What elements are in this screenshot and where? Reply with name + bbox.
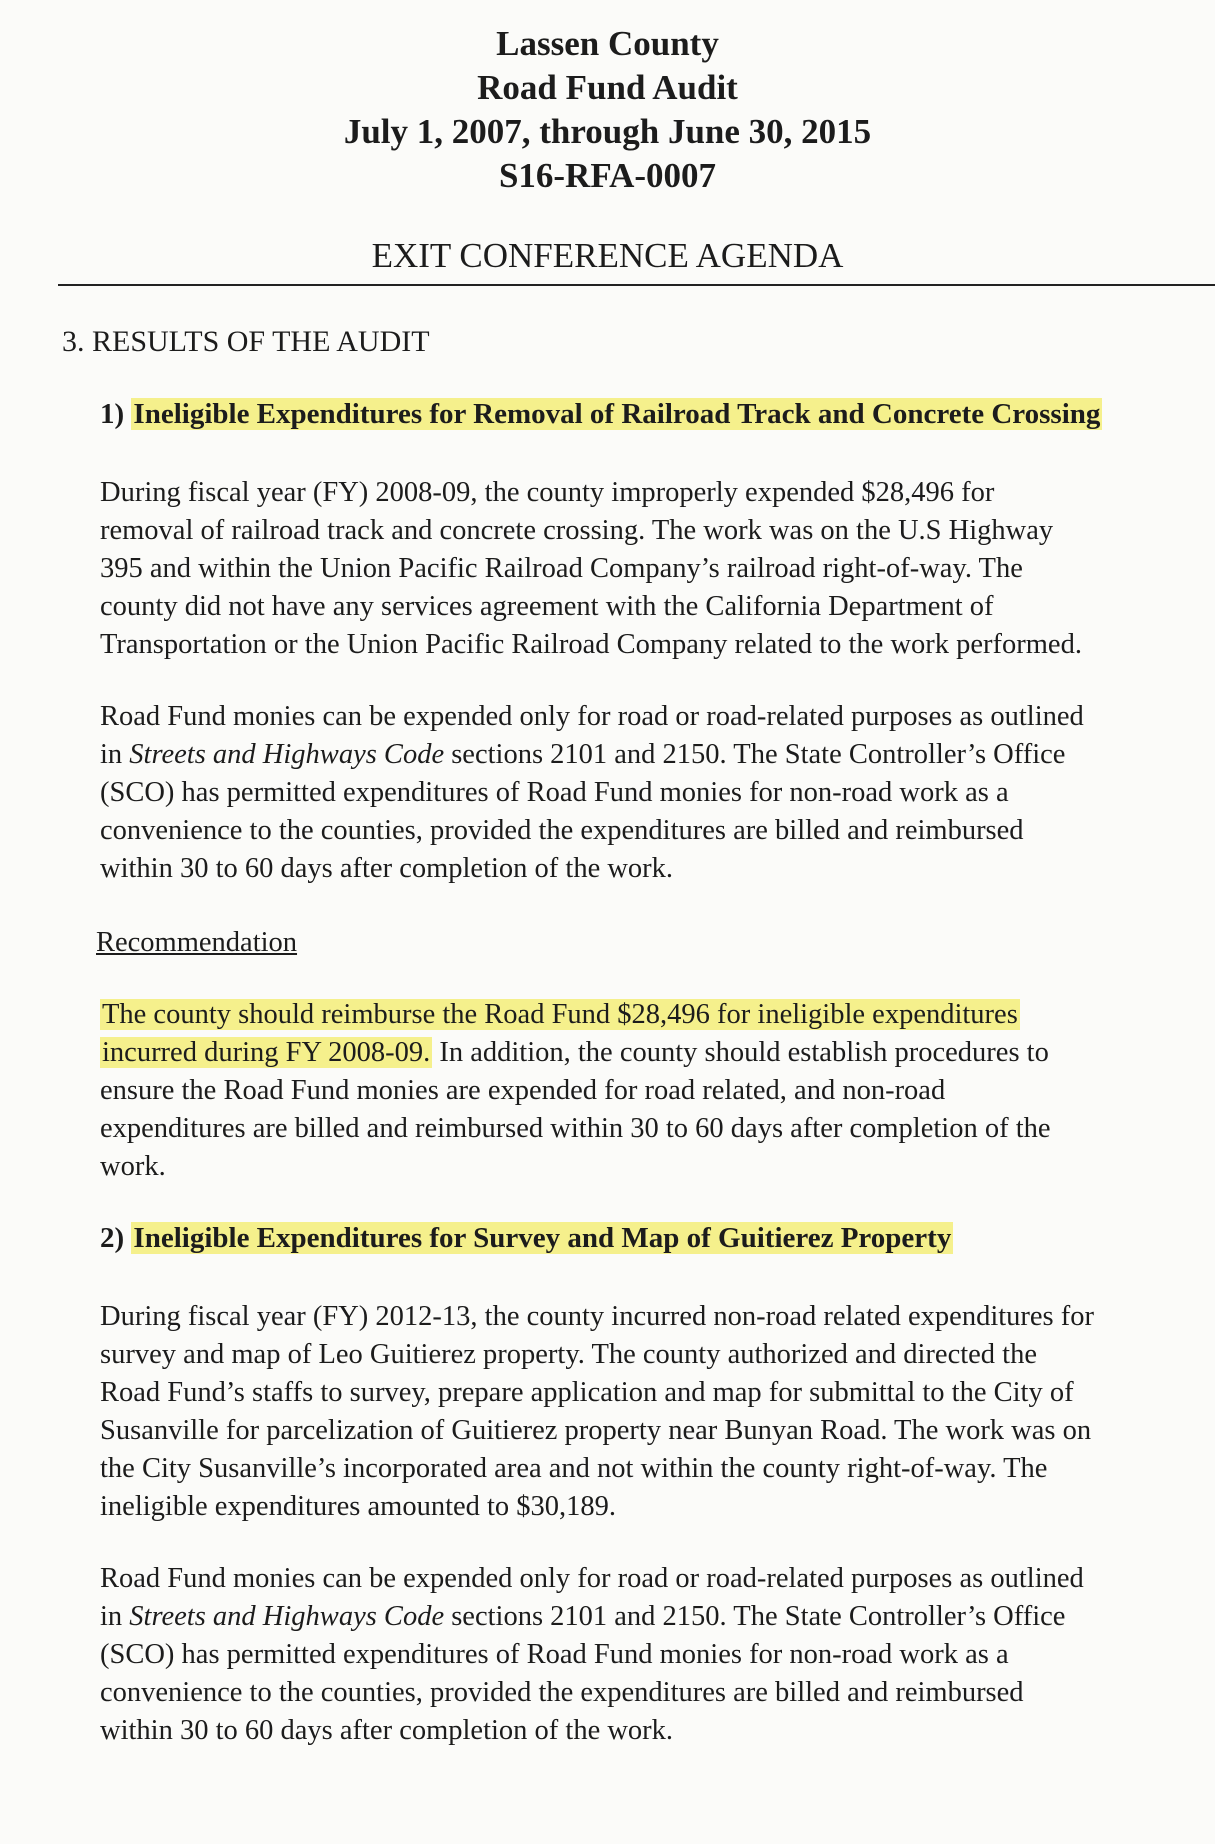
finding-1-code-reference: Streets and Highways Code — [129, 739, 445, 770]
finding-1-paragraph-1: During fiscal year (FY) 2008-09, the county improperly expended $28,496 for removal of railroad track and concrete crossing. The work was on the U.S Highway 395 and within the Union Pacific Railroad Company’s railroad right-of-way. The county did not have any services agreement with the California Department of Transportation or the Union Pacific Railroad Company related to the work performed. — [100, 477, 1082, 660]
recommendation-label: Recommendation — [96, 927, 298, 958]
finding-1-title: Ineligible Expenditures for Removal of Railroad Track and Concrete Crossing — [133, 398, 1101, 430]
finding-2-paragraph-1: During fiscal year (FY) 2012-13, the county incurred non-road related expenditures for survey and map of Leo Guitierez property. The county authorized and directed the Road Fund’s staffs to survey, prepare application and map for submittal to the City of Susanville for parcelization of Guitierez property near Bunyan Road. The work was on the City Susanville’s incorporated area and not within the county right-of-way. The ineligible expenditures amounted to $30,189. — [100, 1301, 1094, 1522]
header-divider — [58, 284, 1215, 286]
finding-2-title: Ineligible Expenditures for Survey and Map of Guitierez Property — [133, 1222, 952, 1254]
section-heading: 3. RESULTS OF THE AUDIT — [62, 325, 430, 358]
finding-2-heading — [100, 1218, 953, 1258]
recommendation-highlight-1: The county should reimburse the Road Fund $28,496 for ineligible expenditures — [102, 999, 1018, 1030]
finding-1-paragraph-2-text-b: sections 2101 and 2150. The State Controller’s Office (SCO) has permitted expenditures of Road Fund monies for non-road work as a convenience to the counties, provided the expenditures are billed and reimbursed within 30 to 60 days after completion of the work. — [100, 739, 1066, 884]
header-audit-title: Road Fund Audit — [477, 68, 738, 107]
finding-2-paragraph-2-text-b: sections 2101 and 2150. The State Controller’s Office (SCO) has permitted expenditures of Road Fund monies for non-road work as a convenience to the counties, provided the expenditures are billed and reimbursed within 30 to 60 days after completion of the work. — [100, 1601, 1066, 1746]
header-audit-id: S16-RFA-0007 — [498, 156, 717, 195]
finding-1-paragraph-2-text-a: Road Fund monies can be expended only for road or road-related purposes as outlined in — [100, 701, 1084, 770]
finding-1-paragraph-2 — [100, 698, 1210, 888]
recommendation-paragraph — [100, 996, 1210, 1186]
header-county: Lassen County — [496, 24, 719, 63]
document-header — [0, 22, 1215, 198]
finding-2-paragraph-2-text-a: Road Fund monies can be expended only for road or road-related purposes as outlined in — [100, 1563, 1084, 1632]
finding-1-heading — [100, 394, 1102, 434]
header-audit-period: July 1, 2007, through June 30, 2015 — [343, 112, 872, 151]
agenda-title: EXIT CONFERENCE AGENDA — [371, 236, 844, 275]
finding-2-code-reference: Streets and Highways Code — [129, 1601, 445, 1632]
finding-2-paragraph-2 — [100, 1560, 1210, 1750]
finding-1-number: 1) — [100, 398, 132, 430]
recommendation-highlight-2: incurred during FY 2008-09. — [102, 1037, 431, 1068]
recommendation-rest: In addition, the county should establish procedures to ensure the Road Fund monies are expended for road related, and non-road expenditures are billed and reimbursed within 30 to 60 days after completion of the work. — [100, 1037, 1051, 1182]
finding-2-number: 2) — [100, 1222, 132, 1254]
